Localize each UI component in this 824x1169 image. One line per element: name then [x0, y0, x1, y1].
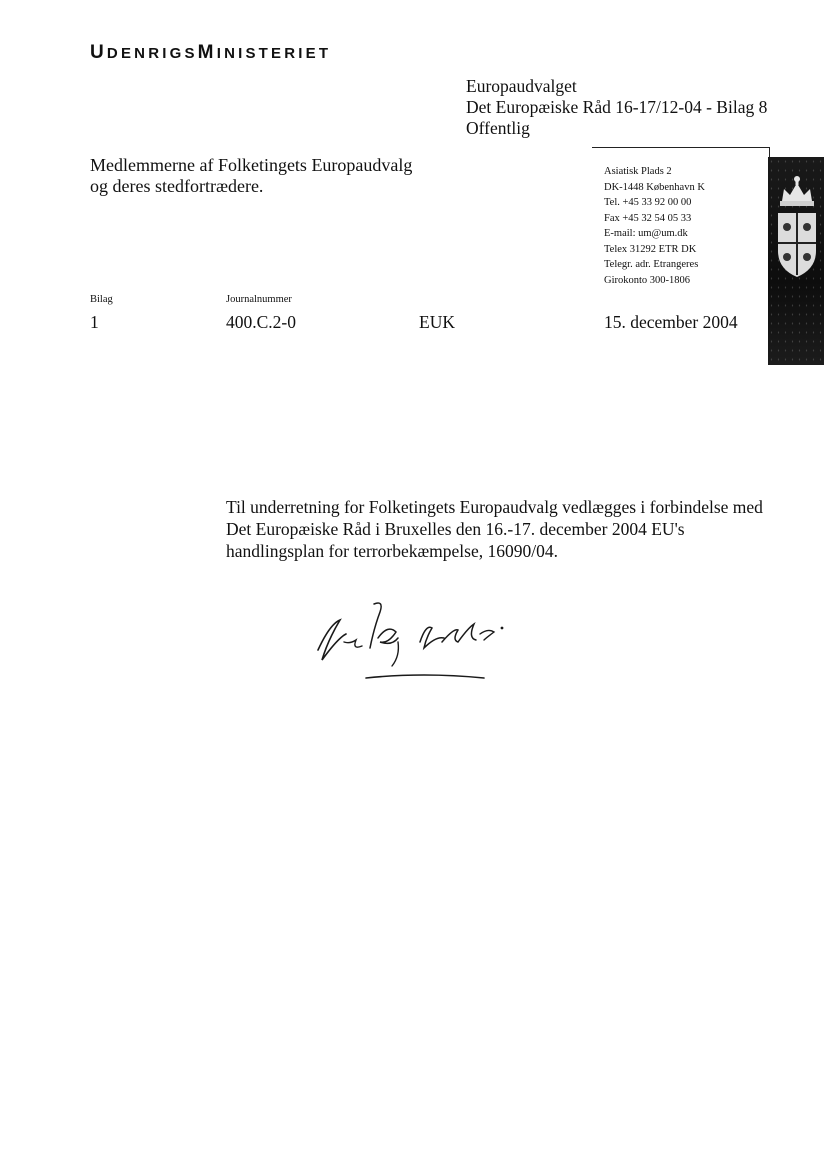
body-paragraph: Til underretning for Folketingets Europaudvalg vedlægges i forbindelse med Det Europæiske Råd i Bruxelles den 16.-17. december 2004 EU's handlingsplan for terrorbekæmpelse, 16090/04.: [226, 497, 763, 561]
journal-number: 400.C.2-0: [226, 312, 296, 332]
signature-icon: [308, 598, 538, 690]
address-fax: Fax +45 32 54 05 33: [604, 212, 692, 224]
department-code: EUK: [419, 312, 455, 332]
recipient-line-2: og deres stedfortrædere.: [90, 176, 264, 196]
address-rule: [592, 147, 770, 148]
recipient-block: [90, 155, 412, 197]
ministry-letterhead: [90, 42, 331, 64]
address-rule-tick: [769, 147, 770, 157]
address-telex: Telex 31292 ETR DK: [604, 243, 697, 255]
case-info-committee: Europaudvalget: [466, 76, 577, 96]
letterhead-cap-u: U: [90, 42, 107, 63]
royal-crest-icon: [774, 171, 820, 281]
ministry-address: [604, 164, 705, 288]
journal-label: Journalnummer: [226, 294, 292, 305]
case-info-status: Offentlig: [466, 118, 530, 138]
address-giro: Girokonto 300-1806: [604, 274, 691, 286]
address-tel: Tel. +45 33 92 00 00: [604, 197, 692, 208]
letter-date: 15. december 2004: [604, 312, 738, 332]
case-info-reference: Det Europæiske Råd 16-17/12-04 - Bilag 8: [466, 97, 768, 117]
address-street: Asiatisk Plads 2: [604, 166, 672, 177]
address-city: DK-1448 København K: [604, 181, 705, 193]
letterhead-rest-2: INISTERIET: [216, 45, 332, 62]
recipient-line-1: Medlemmerne af Folketingets Europaudvalg: [90, 155, 413, 175]
letterhead-rest-1: DENRIGS: [106, 45, 198, 62]
bilag-value: 1: [90, 312, 99, 332]
crest-strip: [768, 157, 824, 365]
bilag-label: Bilag: [90, 294, 113, 305]
case-info: [466, 76, 767, 139]
address-email: E-mail: um@um.dk: [604, 228, 688, 239]
letterhead-cap-m: M: [197, 42, 217, 63]
address-telegram: Telegr. adr. Etrangeres: [604, 259, 699, 270]
